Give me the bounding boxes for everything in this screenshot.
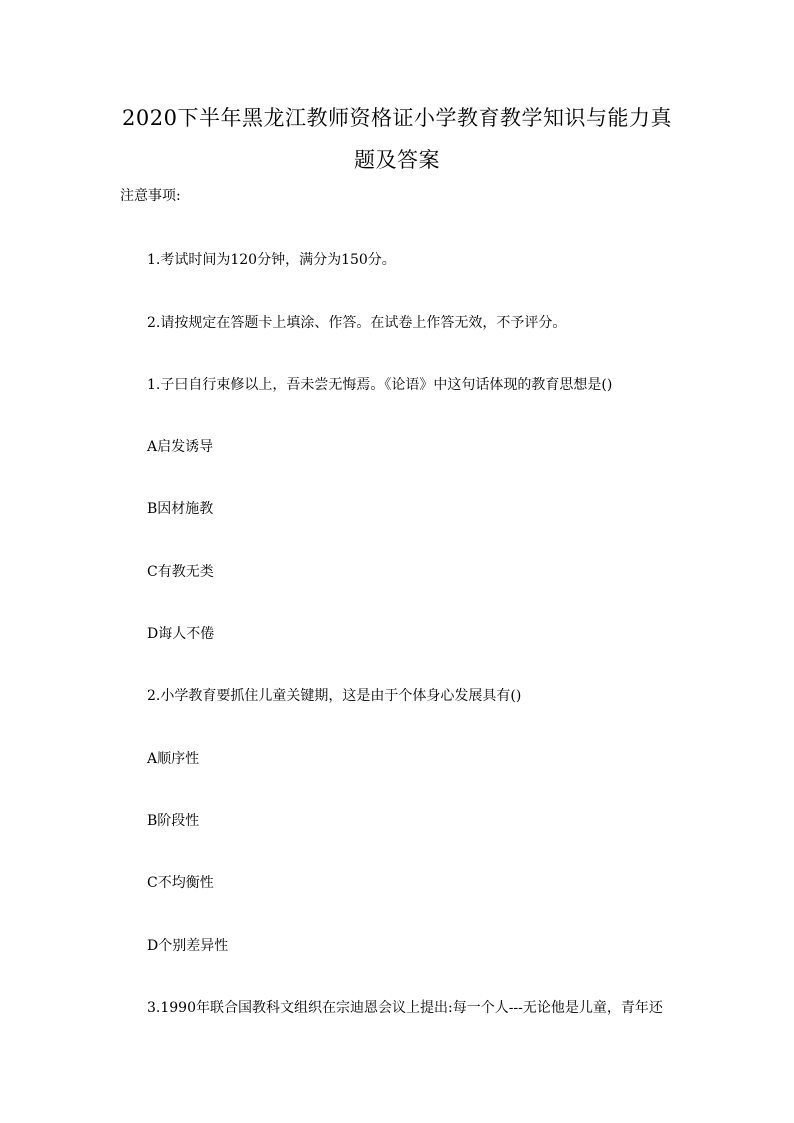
question-option: B因材施教 (147, 501, 214, 517)
question-option: A启发诱导 (147, 439, 214, 455)
question-option: C有教无类 (147, 564, 214, 580)
notice-item: 2.请按规定在答题卡上填涂、作答。在试卷上作答无效，不予评分。 (147, 315, 567, 331)
question-option: C不均衡性 (147, 875, 214, 891)
question-option: D个别差异性 (147, 938, 229, 954)
notice-label: 注意事项: (120, 188, 181, 204)
question-stem: 3.1990年联合国教科文组织在宗迪恩会议上提出:每一个人---无论他是儿童，青年还 (147, 1000, 663, 1016)
question-option: A顺序性 (147, 751, 200, 767)
document-title-line2: 题及答案 (354, 148, 440, 172)
question-option: D诲人不倦 (147, 626, 215, 642)
question-stem: 1.子曰自行束修以上，吾未尝无悔焉。《论语》中这句话体现的教育思想是() (147, 377, 613, 393)
document-title-line1: 2020下半年黑龙江教师资格证小学教育教学知识与能力真 (122, 106, 672, 130)
notice-item: 1.考试时间为120分钟，满分为150分。 (147, 252, 396, 268)
question-stem: 2.小学教育要抓住儿童关键期，这是由于个体身心发展具有() (147, 688, 522, 704)
question-option: B阶段性 (147, 813, 200, 829)
